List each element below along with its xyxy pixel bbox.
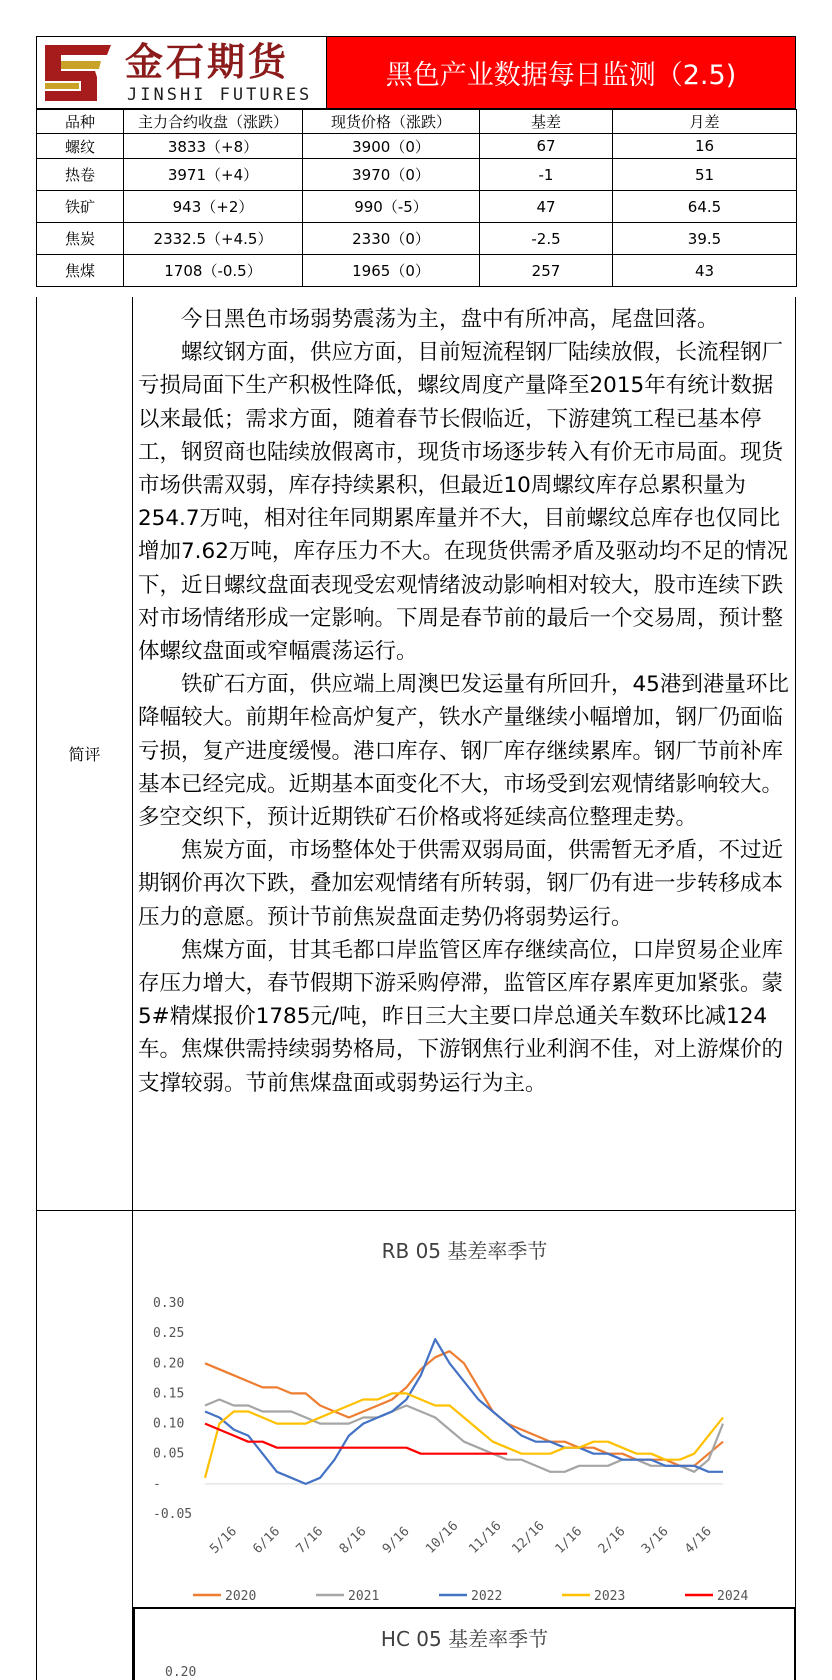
table-row (37, 191, 797, 223)
logo-english-text: JINSHI FUTURES (127, 85, 313, 105)
cell-spot-price: 990（-5） (303, 191, 480, 223)
cell-month-spread: 51 (613, 159, 797, 191)
cell-variety: 铁矿 (37, 191, 124, 223)
table-row (37, 134, 797, 159)
cell-month-spread: 64.5 (613, 191, 797, 223)
legend-label: 2024 (717, 1589, 749, 1604)
x-tick-label: 10/16 (423, 1518, 462, 1557)
legend-label: 2022 (471, 1589, 503, 1604)
series-line-2021 (205, 1400, 723, 1472)
company-logo (37, 37, 327, 108)
table-row (37, 159, 797, 191)
x-tick-label: 2/16 (595, 1524, 629, 1557)
cell-main-contract: 1708（-0.5） (124, 255, 303, 287)
x-tick-label: 5/16 (207, 1524, 240, 1557)
y-tick-label: 0.20 (153, 1356, 185, 1372)
commentary-paragraph: 焦炭方面，市场整体处于供需双弱局面，供需暂无矛盾，不过近期钢价再次下跌，叠加宏观情绪有所转弱，钢厂仍有进一步转移成本压力的意愿。预计节前焦炭盘面走势仍将弱势运行。 (138, 838, 784, 930)
x-tick-label: 8/16 (336, 1524, 370, 1557)
cell-basis: -1 (480, 159, 613, 191)
y-tick-label: 0.25 (153, 1326, 185, 1342)
cell-spot-price: 2330（0） (303, 223, 480, 255)
header-basis: 基差 (480, 110, 613, 134)
chart-title: RB 05 基差率季节 (381, 1239, 548, 1263)
commentary-body (133, 297, 795, 1210)
cell-variety: 螺纹 (37, 134, 124, 159)
chart-title: HC 05 基差率季节 (380, 1627, 549, 1651)
y-tick-label: 0.30 (153, 1296, 185, 1311)
cell-main-contract: 3971（+4） (124, 159, 303, 191)
header-variety: 品种 (37, 110, 124, 134)
cell-spot-price: 3970（0） (303, 159, 480, 191)
x-tick-label: 6/16 (250, 1524, 284, 1557)
y-tick-label: - (153, 1476, 161, 1492)
commentary-section (36, 297, 796, 1211)
rb-chart-plot (133, 1211, 792, 1605)
x-tick-label: 11/16 (466, 1518, 505, 1557)
commentary-paragraph: 焦煤方面，甘其毛都口岸监管区库存继续高位，口岸贸易企业库存压力增大，春节假期下游采购停滞，监管区库存累库更加紧张。蒙5#精煤报价1785元/吨，昨日三大主要口岸总通关车数环比减124车。焦煤供需持续弱势格局，下游钢焦行业利润不佳，对上游煤价的支撑较弱。节前焦煤盘面或弱势运行为主。 (138, 937, 784, 1096)
legend-label: 2023 (594, 1589, 626, 1604)
cell-basis: 257 (480, 255, 613, 287)
logo-chinese-text: 金石期货 (125, 40, 290, 84)
report-title: 黑色产业数据每日监测（2.5) (327, 37, 795, 108)
header-spot-price: 现货价格（涨跌） (303, 110, 480, 134)
table-header-row (37, 110, 797, 134)
report-header (36, 36, 796, 109)
table-row (37, 255, 797, 287)
y-tick-label: 0.05 (153, 1446, 185, 1462)
x-tick-label: 3/16 (638, 1524, 672, 1557)
cell-month-spread: 16 (613, 134, 797, 159)
x-tick-label: 4/16 (682, 1524, 715, 1557)
cell-basis: 47 (480, 191, 613, 223)
commentary-label: 简评 (37, 297, 133, 1210)
cell-variety: 热卷 (37, 159, 124, 191)
y-tick-label: 0.10 (153, 1416, 185, 1432)
header-main-contract: 主力合约收盘（涨跌） (124, 110, 303, 134)
header-month-spread: 月差 (613, 110, 797, 134)
cell-basis: 67 (480, 134, 613, 159)
hc-basis-chart (133, 1609, 796, 1680)
cell-main-contract: 943（+2） (124, 191, 303, 223)
cell-month-spread: 43 (613, 255, 797, 287)
cell-variety: 焦煤 (37, 255, 124, 287)
chart-label-column (37, 1211, 133, 1680)
series-line-2023 (205, 1393, 723, 1477)
legend-label: 2021 (348, 1589, 380, 1604)
x-tick-label: 9/16 (379, 1524, 413, 1557)
commentary-paragraph: 今日黑色市场弱势震荡为主，盘中有所冲高，尾盘回落。 (181, 307, 719, 332)
y-tick-label: 0.20 (165, 1665, 197, 1680)
logo-mark-icon (41, 41, 117, 105)
chart-section (36, 1211, 796, 1680)
legend-label: 2020 (225, 1589, 257, 1604)
y-tick-label: 0.15 (153, 1386, 185, 1402)
x-tick-label: 7/16 (293, 1524, 327, 1557)
x-tick-label: 12/16 (509, 1518, 548, 1557)
cell-main-contract: 2332.5（+4.5） (124, 223, 303, 255)
cell-month-spread: 39.5 (613, 223, 797, 255)
cell-spot-price: 3900（0） (303, 134, 480, 159)
rb-basis-chart (133, 1211, 796, 1609)
cell-basis: -2.5 (480, 223, 613, 255)
cell-main-contract: 3833（+8） (124, 134, 303, 159)
commentary-paragraph: 螺纹钢方面，供应方面，目前短流程钢厂陆续放假，长流程钢厂亏损局面下生产积极性降低，螺纹周度产量降至2015年有统计数据以来最低；需求方面，随着春节长假临近，下游建筑工程已基本停工，钢贸商也陆续放假离市，现货市场逐步转入有价无市局面。现货市场供需双弱，库存持续累积，但最近10周螺纹库存总累积量为254.7万吨，相对往年同期累库量并不大，目前螺纹总库存也仅同比增加7.62万吨，库存压力不大。在现货供需矛盾及驱动均不足的情况下，近日螺纹盘面表现受宏观情绪波动影响相对较大，股市连续下跌对市场情绪形成一定影响。下周是春节前的最后一个交易周，预计整体螺纹盘面或窄幅震荡运行。 (138, 340, 788, 665)
table-row (37, 223, 797, 255)
price-table (36, 109, 797, 287)
x-tick-label: 1/16 (552, 1524, 586, 1557)
cell-variety: 焦炭 (37, 223, 124, 255)
cell-spot-price: 1965（0） (303, 255, 480, 287)
commentary-paragraph: 铁矿石方面，供应端上周澳巴发运量有所回升，45港到港量环比降幅较大。前期年检高炉复产，铁水产量继续小幅增加，钢厂仍面临亏损，复产进度缓慢。港口库存、钢厂库存继续累库。钢厂节前补库基本已经完成。近期基本面变化不大，市场受到宏观情绪影响较大。多空交织下，预计近期铁矿石价格或将延续高位整理走势。 (138, 672, 789, 831)
y-tick-label: -0.05 (153, 1507, 193, 1522)
